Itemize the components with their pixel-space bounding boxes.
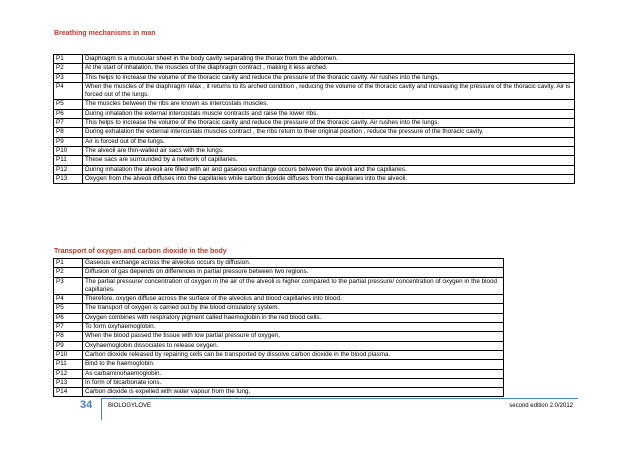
page-footer [53, 398, 578, 420]
footer-edition: second edition 2.0/2012 [509, 403, 573, 409]
row-number: P12 [54, 369, 83, 378]
row-text: Air is forced out of the lungs. [83, 137, 575, 146]
table-row [54, 259, 504, 268]
row-text: At the start of inhalation, the muscles of the diaphragm contract , making it less arched. [83, 64, 575, 73]
row-number: P13 [54, 378, 83, 387]
row-text: When the muscles of the diaphragm relax , it returns to its arched condition , reducing the volume of the thoracic cavity and increasing the pressure of the thoracic cavity. Air is forced out of the lungs. [83, 82, 575, 100]
row-text: To form oxyhaemoglobin. [83, 323, 504, 332]
table-row [54, 388, 504, 397]
row-text: During inhalation the alveoli are filled with air and gaseous exchange occurs between the alveoli and the capillaries. [83, 165, 575, 174]
table-row [54, 119, 575, 128]
row-text: In form of bicarbonate ions. [83, 378, 504, 387]
row-text: Diffusion of gas depends on differences in partial pressure between two regions. [83, 268, 504, 277]
row-number: P8 [54, 332, 83, 341]
row-text: During inhalation the external intercostals muscle contracts and raise the lower ribs. [83, 109, 575, 118]
row-number: P3 [54, 277, 83, 295]
breathing-mechanisms-table [53, 54, 575, 184]
row-number: P5 [54, 304, 83, 313]
row-number: P7 [54, 323, 83, 332]
row-text: These sacs are surrounded by a network of capillaries. [83, 156, 575, 165]
table-row [54, 137, 575, 146]
row-number: P12 [54, 165, 83, 174]
row-number: P9 [54, 341, 83, 350]
row-text: Gaseous exchange across the alveolus occurs by diffusion. [83, 259, 504, 268]
row-text: When the blood passed the tissue with low partial pressure of oxygen, [83, 332, 504, 341]
table-row [54, 323, 504, 332]
transport-table [53, 258, 504, 397]
footer-divider-vertical [101, 398, 102, 420]
table-row [54, 341, 504, 350]
row-number: P7 [54, 119, 83, 128]
row-text: Carbon dioxide is expelled with water vapour from the lung. [83, 388, 504, 397]
row-number: P10 [54, 350, 83, 359]
row-number: P14 [54, 388, 83, 397]
table-row [54, 378, 504, 387]
table-row [54, 369, 504, 378]
row-text: Diaphragm is a muscular sheet in the body cavity separating the thorax from the abdomen. [83, 55, 575, 64]
row-number: P9 [54, 137, 83, 146]
table-row [54, 82, 575, 100]
table-row [54, 64, 575, 73]
table-row [54, 146, 575, 155]
row-text: Oxyhaemoglobin dissociates to release oxygen. [83, 341, 504, 350]
row-text: Carbon dioxide released by repairing cells can be transported by dissolve carbon dioxide in the blood plasma. [83, 350, 504, 359]
row-number: P5 [54, 100, 83, 109]
section-heading-transport: Transport of oxygen and carbon dioxide in the body [54, 248, 227, 255]
row-number: P4 [54, 295, 83, 304]
table-row [54, 128, 575, 137]
row-text: This helps to increase the volume of the thoracic cavity and reduce the pressure of the thoracic cavity. Air rushes into the lungs. [83, 73, 575, 82]
row-text: Oxygen combines with respiratory pigment called haemoglobin in the red blood cells. [83, 313, 504, 322]
table-row [54, 174, 575, 183]
section-heading-breathing: Breathing mechanisms in man [54, 30, 156, 37]
footer-divider-horizontal [101, 398, 578, 399]
row-number: P4 [54, 82, 83, 100]
row-number: P13 [54, 174, 83, 183]
row-text: The partial pressure/ concentration of oxygen in the air of the alveoli is higher compared to the partial pressure/ concentration of oxygen in the blood capillaries. [83, 277, 504, 295]
table-row [54, 277, 504, 295]
table-row [54, 100, 575, 109]
row-text: During exhalation the external intercostals muscles contract , the ribs return to their original position , reduce the pressure of the thoracic cavity. [83, 128, 575, 137]
row-text: Oxygen from the alveoli diffuses into the capillaries while carbon dioxide diffuses from the capillaries into the alveoli. [83, 174, 575, 183]
row-number: P8 [54, 128, 83, 137]
table-row [54, 313, 504, 322]
row-text: The muscles between the ribs are known as intercostals muscles. [83, 100, 575, 109]
table-row [54, 350, 504, 359]
table-row [54, 332, 504, 341]
footer-brand: BIOLOGYLOVE [108, 403, 152, 409]
page-number: 34 [80, 399, 93, 411]
row-text: The transport of oxygen is carried out by the blood circulatory system. [83, 304, 504, 313]
row-number: P10 [54, 146, 83, 155]
row-text: As carbaminohaemoglobin. [83, 369, 504, 378]
table-row [54, 360, 504, 369]
row-number: P6 [54, 313, 83, 322]
row-text: This helps to increase the volume of the thoracic cavity and reduce the pressure of the thoracic cavity. Air rushes into the lungs. [83, 119, 575, 128]
table-row [54, 73, 575, 82]
row-number: P3 [54, 73, 83, 82]
row-number: P2 [54, 64, 83, 73]
row-text: Therefore, oxygen diffuse across the surface of the alveolus and blood capillaries into blood. [83, 295, 504, 304]
table-row [54, 109, 575, 118]
row-text: The alveoli are thin-walled air sacs with the lungs. [83, 146, 575, 155]
row-number: P1 [54, 55, 83, 64]
row-number: P6 [54, 109, 83, 118]
table-row [54, 304, 504, 313]
row-number: P11 [54, 360, 83, 369]
table-row [54, 165, 575, 174]
row-number: P2 [54, 268, 83, 277]
row-number: P11 [54, 156, 83, 165]
table-row [54, 295, 504, 304]
row-text: Bind to the haemoglobin. [83, 360, 504, 369]
row-number: P1 [54, 259, 83, 268]
table-row [54, 55, 575, 64]
table-row [54, 268, 504, 277]
table-row [54, 156, 575, 165]
